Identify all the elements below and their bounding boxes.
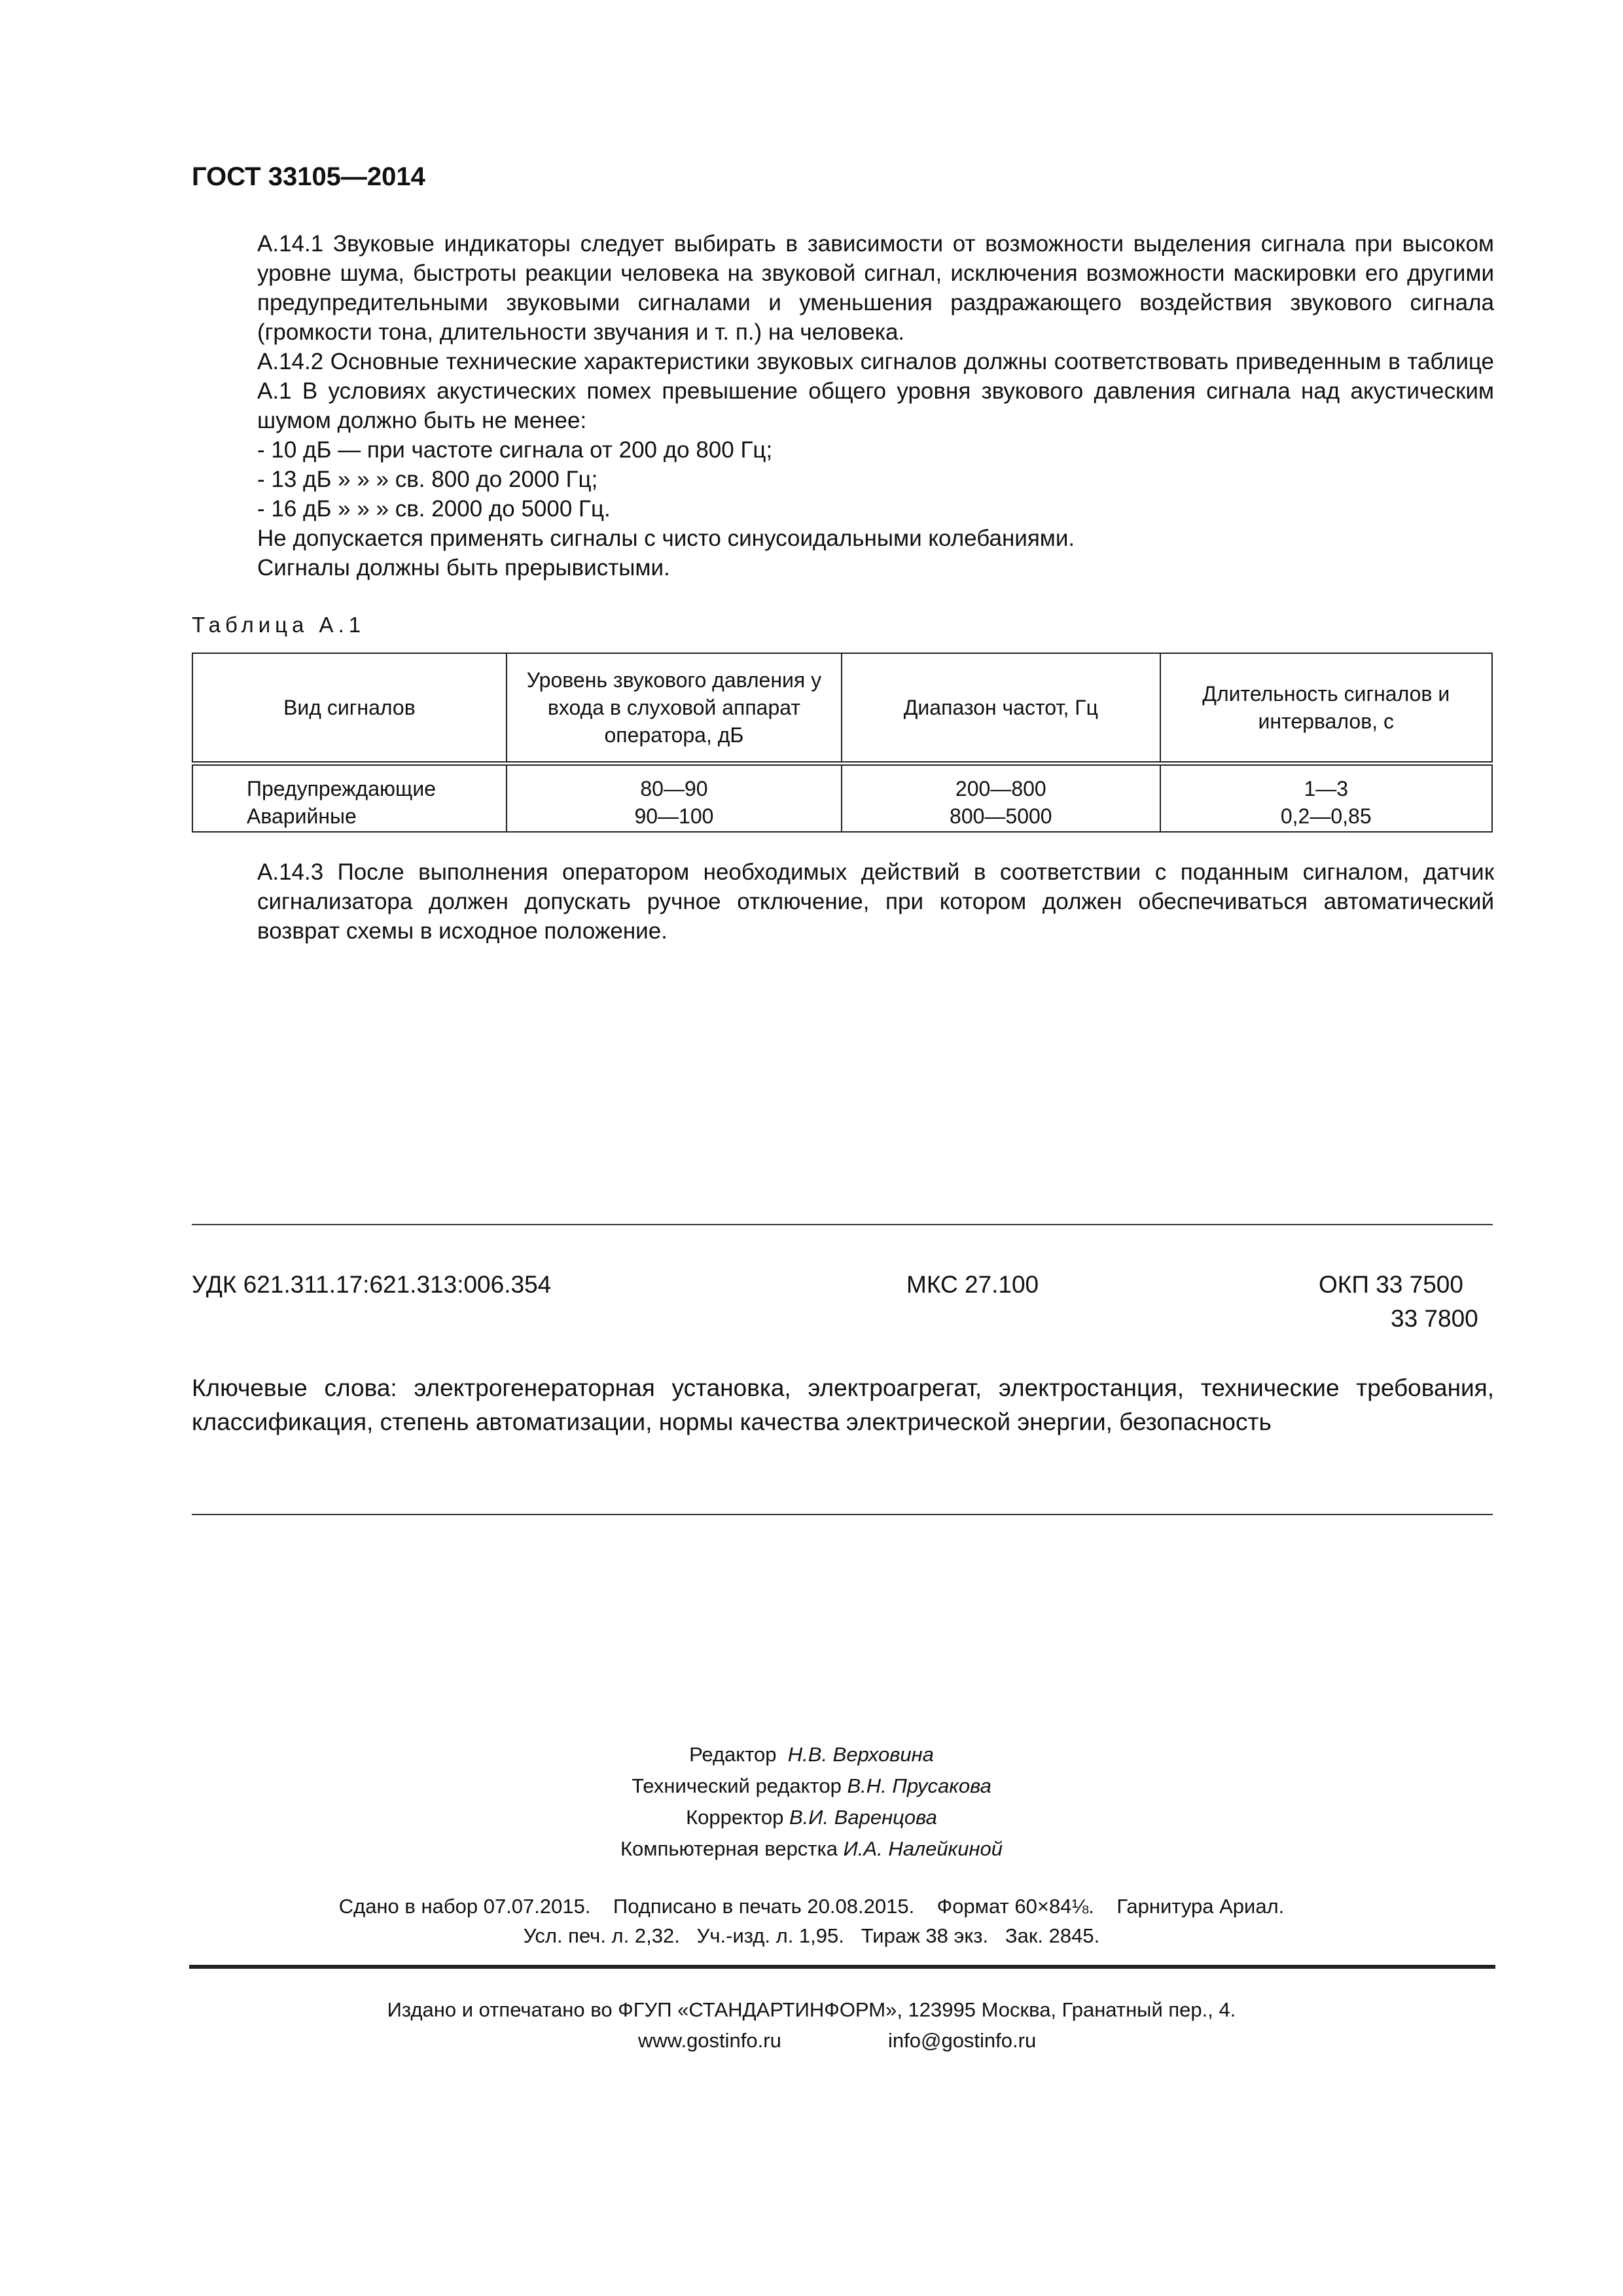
table-header-cell: Длительность сигналов и интервалов, с	[1160, 653, 1493, 764]
list-item: - 16 дБ » » » св. 2000 до 5000 Гц.	[257, 496, 611, 522]
credits-block	[393, 1739, 1230, 1865]
credit-corrector: Корректор В.И. Варенцова	[686, 1806, 937, 1829]
paragraph-a14-3: А.14.3 После выполнения оператором необходимых действий в соответствии с поданным сигналом, датчик сигнализатора должен допускать ручное отключение, при котором должен обеспечиваться автоматический возврат схемы в исходное положение.	[257, 859, 1494, 944]
table-header-row	[192, 653, 1492, 764]
document-header: ГОСТ 33105—2014	[192, 162, 425, 191]
table-header-cell: Диапазон частот, Гц	[842, 653, 1160, 764]
table-header-cell: Вид сигналов	[192, 653, 507, 764]
note-text: Не допускается применять сигналы с чисто синусоидальными колебаниями.	[257, 526, 1075, 551]
mks-code: МКС 27.100	[906, 1271, 1039, 1298]
divider	[192, 1514, 1493, 1515]
list-item: - 13 дБ » » » св. 800 до 2000 Гц;	[257, 467, 598, 492]
table-cell: 0,2—0,85	[1160, 802, 1493, 832]
credit-editor: Редактор Н.В. Верховина	[689, 1743, 934, 1766]
table-cell: 1—3	[1160, 764, 1493, 803]
print-info-line: Усл. печ. л. 2,32. Уч.-изд. л. 1,95. Тираж 38 экз. Зак. 2845.	[523, 1924, 1100, 1947]
okp-code: ОКП 33 7500	[1319, 1271, 1463, 1298]
table-cell: 200—800	[842, 764, 1160, 803]
table-cell: 90—100	[507, 802, 842, 832]
signals-table	[192, 653, 1493, 833]
table-row	[192, 764, 1492, 803]
divider	[192, 1224, 1493, 1225]
table-cell: Предупреждающие	[192, 764, 507, 803]
table-cell: 800—5000	[842, 802, 1160, 832]
credit-layout: Компьютерная верстка И.А. Налейкиной	[620, 1837, 1003, 1860]
keywords: Ключевые слова: электрогенераторная установка, электроагрегат, электростанция, технические требования, классификация, степень автоматизации, нормы качества электрической энергии, безопасность	[192, 1374, 1494, 1435]
credit-tech-editor: Технический редактор В.Н. Прусакова	[632, 1774, 991, 1797]
publisher-website: www.gostinfo.ru	[638, 2029, 781, 2052]
okp-code-secondary: 33 7800	[1391, 1305, 1478, 1332]
list-item: - 10 дБ — при частоте сигнала от 200 до 800 Гц;	[257, 437, 773, 463]
paragraph-a14-1: А.14.1 Звуковые индикаторы следует выбирать в зависимости от возможности выделения сигнала при высоком уровне шума, быстроты реакции человека на звуковой сигнал, исключения возможности маскировки его другими предупредительными звуковыми сигналами и уменьшения раздражающего воздействия звукового сигнала (громкости тона, длительности звучания и т. п.) на человека.	[257, 231, 1494, 345]
divider-thick	[189, 1965, 1495, 1969]
table-header-cell: Уровень звукового давления у входа в слуховой аппарат оператора, дБ	[507, 653, 842, 764]
table-row	[192, 802, 1492, 832]
table-cell: Аварийные	[192, 802, 507, 832]
publisher-email: info@gostinfo.ru	[888, 2029, 1037, 2052]
table-caption: Таблица А.1	[192, 613, 366, 637]
table-cell: 80—90	[507, 764, 842, 803]
note-text: Сигналы должны быть прерывистыми.	[257, 555, 670, 581]
publisher-line: Издано и отпечатано во ФГУП «СТАНДАРТИНФОРМ», 123995 Москва, Гранатный пер., 4.	[387, 1998, 1236, 2021]
udk-code: УДК 621.311.17:621.313:006.354	[192, 1271, 552, 1298]
print-info-line: Сдано в набор 07.07.2015. Подписано в печать 20.08.2015. Формат 60×84⅛. Гарнитура Ариал.	[338, 1895, 1285, 1918]
paragraph-a14-2: А.14.2 Основные технические характеристики звуковых сигналов должны соответствовать приведенным в таблице А.1 В условиях акустических помех превышение общего уровня звукового давления сигнала над акустическим шумом должно быть не менее:	[257, 349, 1494, 433]
